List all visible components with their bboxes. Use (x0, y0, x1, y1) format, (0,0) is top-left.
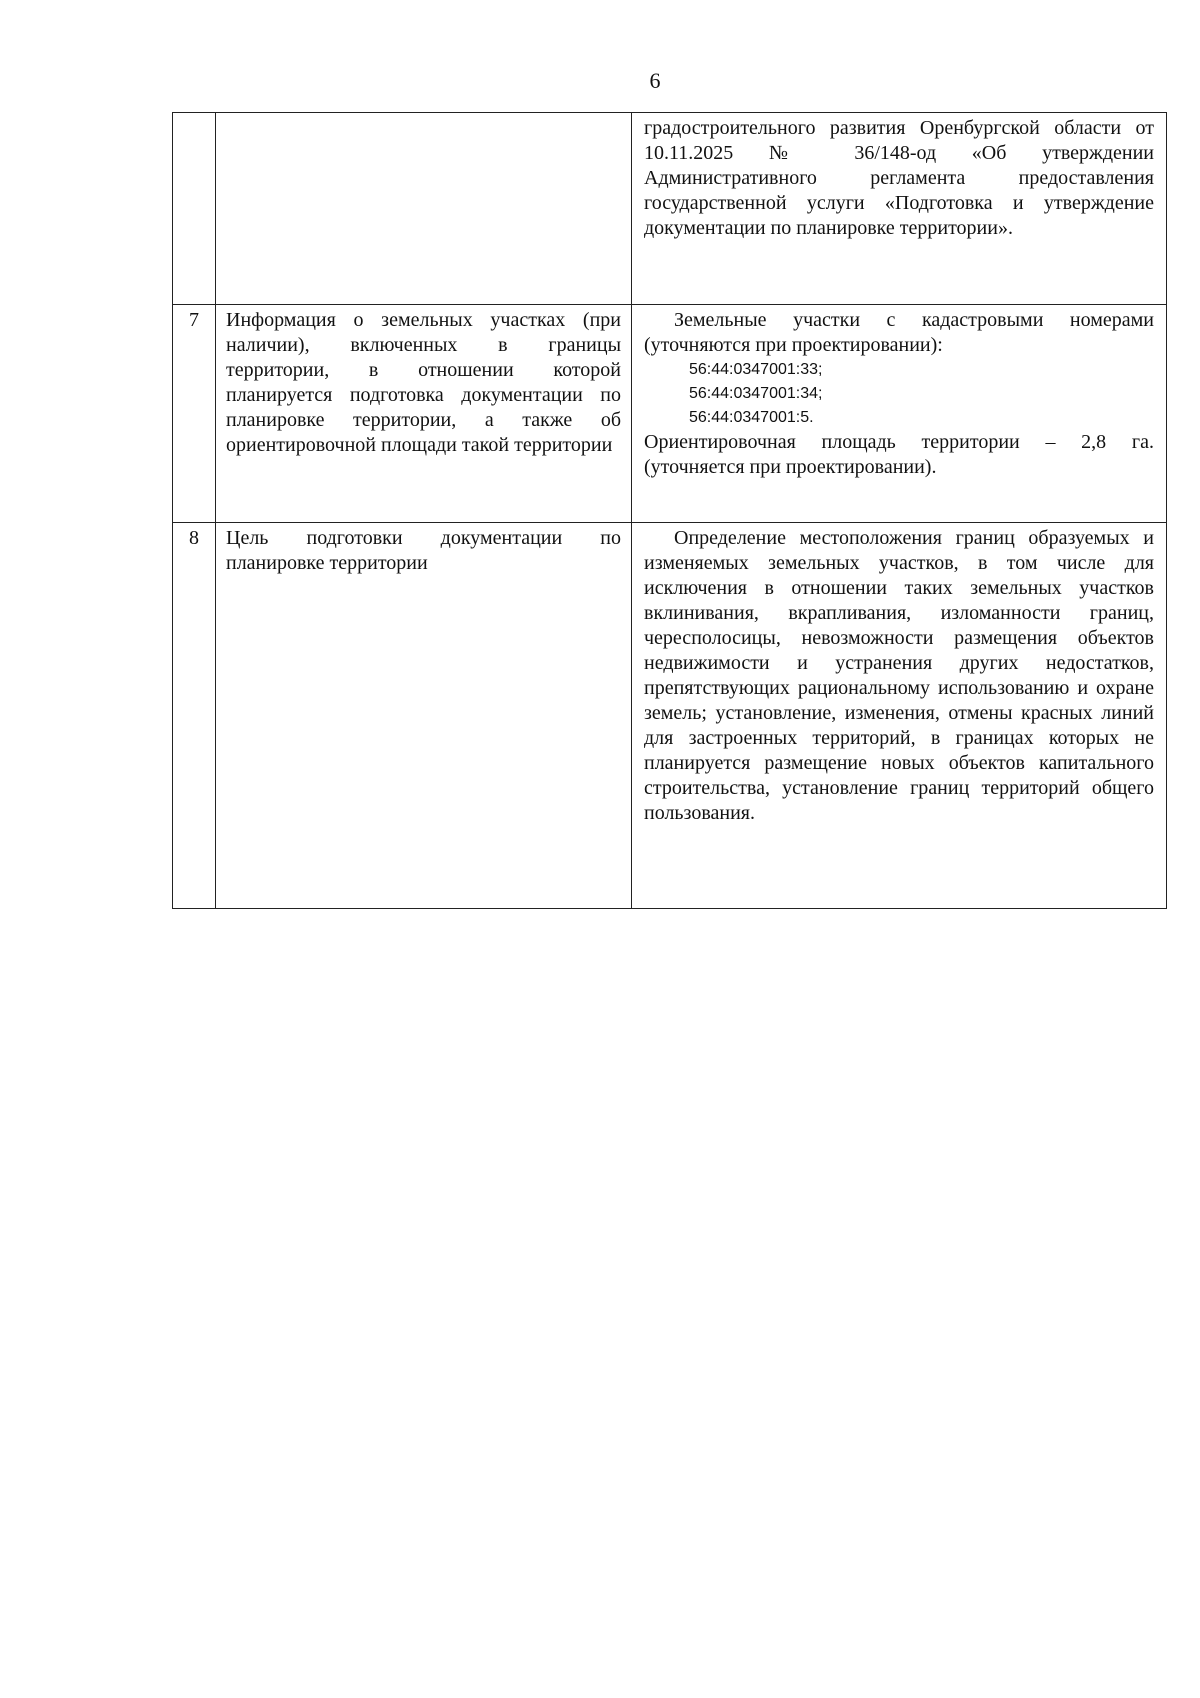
table-row-8 (173, 523, 1167, 909)
row-number-cell (173, 113, 216, 305)
row-number-cell: 7 (173, 305, 216, 523)
cadastral-number: 56:44:0347001:5. (689, 409, 814, 426)
cadastral-number: 56:44:0347001:33; (689, 361, 823, 378)
row-label-cell: Информация о земельных участках (при наличии), включенных в границы территории, в отношении которой планируется подготовка документации по планировке территории, а также об ориентировочной площади такой территории (216, 305, 632, 523)
cadastral-number-list (644, 358, 1154, 430)
row-value-cell (632, 113, 1167, 305)
purpose-text: Определение местоположения границ образуемых и изменяемых земельных участков, в том числе для исключения в отношении таких земельных участков вклинивания, вкрапливания, изломанности границ, чересполосицы, невозможности размещения объектов недвижимости и устранения других недостатков, препятствующих рациональному использованию и охране земель; установление, изменения, отмены красных линий для застроенных территорий, в границах которых не планируется размещение новых объектов капитального строительства, установление границ территорий общего пользования. (644, 527, 1154, 824)
row-value-cell (632, 523, 1167, 909)
cadastral-number: 56:44:0347001:34; (689, 385, 823, 402)
table-row-7 (173, 305, 1167, 523)
row-number-cell: 8 (173, 523, 216, 909)
page-number: 6 (649, 68, 661, 93)
document-table (172, 112, 1167, 909)
continuation-text: градостроительного развития Оренбургской области от 10.11.2025 № 36/148-од «Об утверждении Административного регламента предоставления государственной услуги «Подготовка и утверждение документации по планировке территории». (644, 117, 1154, 239)
table-row-continuation (173, 113, 1167, 305)
cadastral-intro: Земельные участки с кадастровыми номерами (уточняются при проектировании): (644, 309, 1154, 356)
area-text: Ориентировочная площадь территории – 2,8 га. (уточняется при проектировании). (644, 431, 1154, 478)
row-label-cell: Цель подготовки документации по планировке территории (216, 523, 632, 909)
row-value-cell (632, 305, 1167, 523)
row-label-cell (216, 113, 632, 305)
